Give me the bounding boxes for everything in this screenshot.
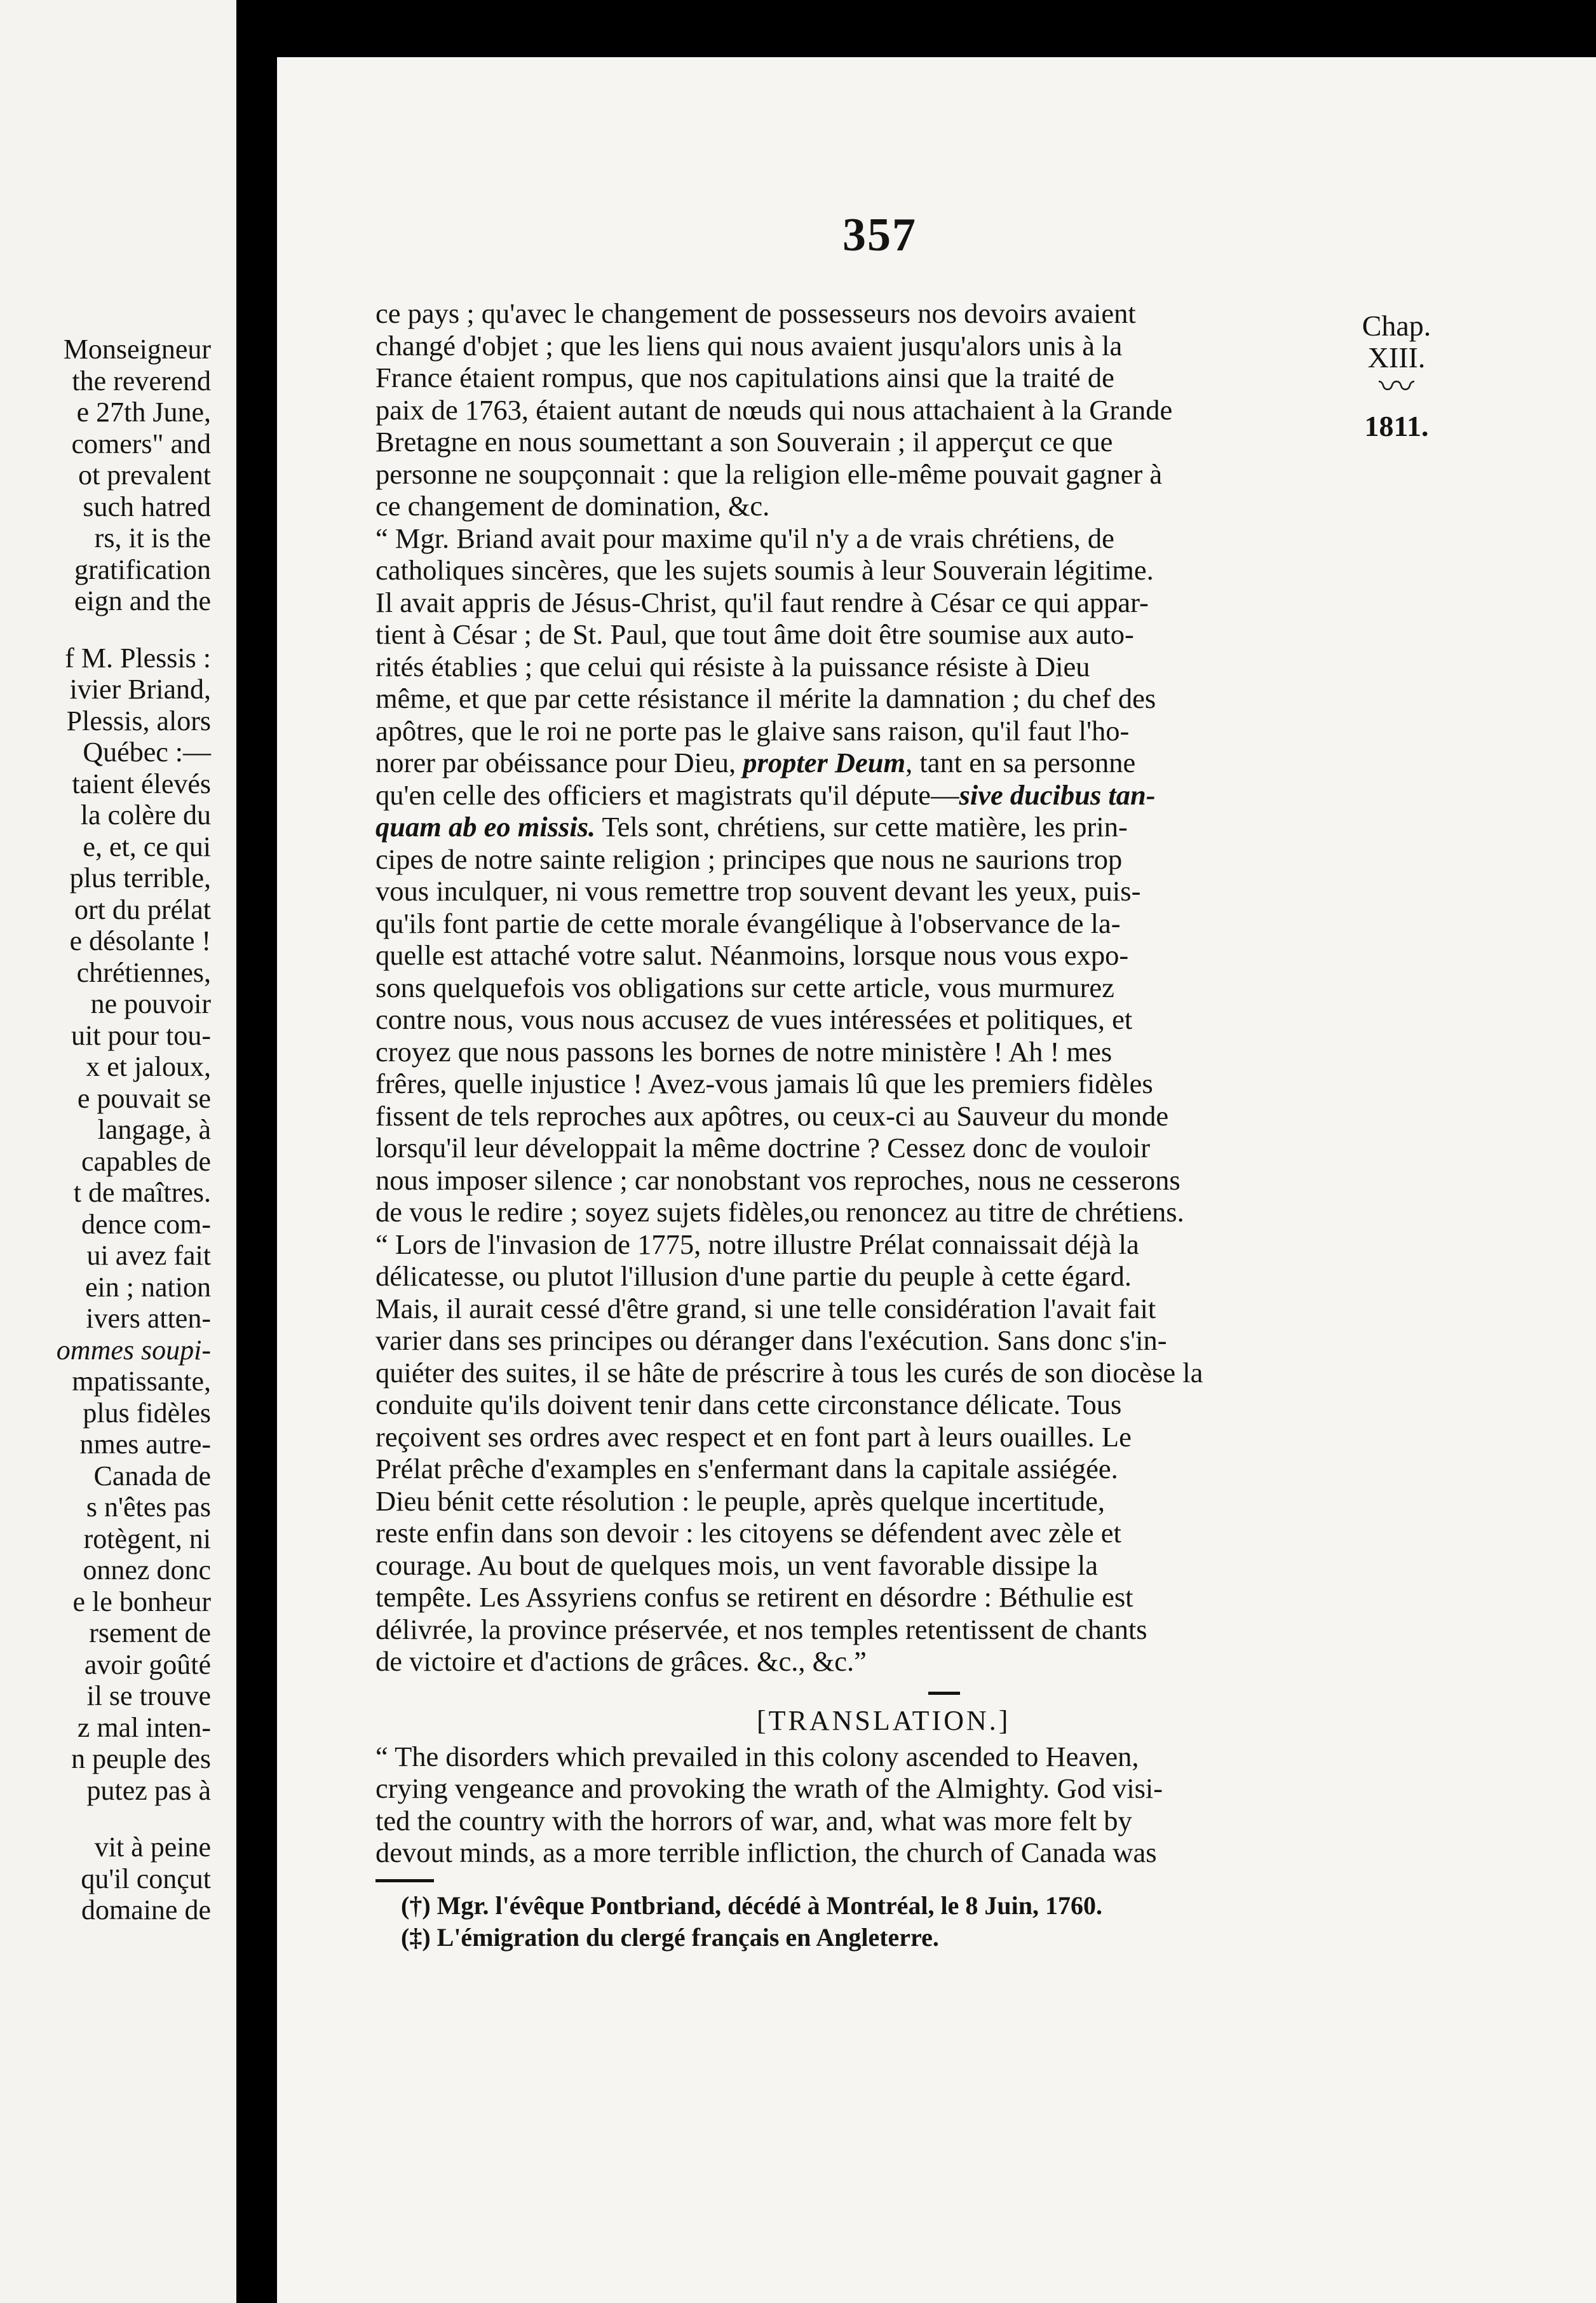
left-text-line: n peuple des bbox=[71, 1743, 211, 1774]
text-line: même, et que par cette résistance il mérite la damnation ; du chef des bbox=[375, 683, 1156, 714]
text-line: paix de 1763, étaient autant de nœuds qui nous attachaient à la Grande bbox=[375, 393, 1173, 426]
left-text-line: ort du prélat bbox=[74, 893, 211, 925]
left-text-line: Monseigneur bbox=[63, 334, 211, 365]
text-line: de victoire et d'actions de grâces. &c., &c.” bbox=[375, 1645, 867, 1677]
left-text-line: plus fidèles bbox=[83, 1397, 211, 1429]
left-text-line: Plessis, alors bbox=[66, 705, 211, 737]
text-line: Mais, il aurait cessé d'être grand, si une telle considération l'avait fait bbox=[375, 1292, 1156, 1324]
text-line: varier dans ses principes ou déranger dans l'exécution. Sans donc s'in- bbox=[375, 1324, 1167, 1356]
translation-line: “ The disorders which prevailed in this colony ascended to Heaven, bbox=[375, 1740, 1139, 1772]
left-text-line: ivier Briand, bbox=[69, 674, 211, 705]
left-text-line: s n'êtes pas bbox=[86, 1491, 211, 1523]
text-line: changé d'objet ; que les liens qui nous avaient jusqu'alors unis à la bbox=[375, 329, 1123, 362]
chapter-label: Chap. bbox=[1362, 309, 1431, 342]
left-page bbox=[0, 0, 236, 2303]
left-text-line: rotègent, ni bbox=[83, 1523, 211, 1554]
footnote: (‡) L'émigration du clergé français en Angleterre. bbox=[401, 1922, 939, 1952]
text-line: Bretagne en nous soumettant a son Souverain ; il apperçut ce que bbox=[375, 426, 1113, 458]
left-text-line: capables de bbox=[81, 1145, 211, 1177]
ornament-swash: 〰 bbox=[1379, 368, 1414, 407]
text-line: frêres, quelle injustice ! Avez-vous jamais lû que les premiers fidèles bbox=[375, 1068, 1153, 1099]
left-text-line: the reverend bbox=[72, 365, 211, 397]
text-line: rités établies ; que celui qui résiste à la puissance résiste à Dieu bbox=[375, 650, 1090, 683]
right-page bbox=[277, 57, 1596, 2303]
left-text-line: z mal inten- bbox=[77, 1711, 211, 1743]
left-text-line: onnez donc bbox=[83, 1554, 211, 1586]
left-text-line: e le bonheur bbox=[72, 1586, 211, 1617]
left-text-line: il se trouve bbox=[86, 1680, 211, 1711]
left-text-line: avoir goûté bbox=[84, 1648, 211, 1680]
text-line: personne ne soupçonnait : que la religion elle-même pouvait gagner à bbox=[375, 458, 1163, 490]
footnotes bbox=[375, 1890, 1596, 1953]
text-line: sons quelquefois vos obligations sur cette article, vous murmurez bbox=[375, 971, 1114, 1003]
text-line: norer par obéissance pour Dieu, propter Deum, tant en sa personne bbox=[375, 747, 1136, 778]
text-line: qu'ils font partie de cette morale évangélique à l'observance de la- bbox=[375, 907, 1121, 939]
text-line: courage. Au bout de quelques mois, un vent favorable dissipe la bbox=[375, 1549, 1098, 1581]
chapter-number: XIII. bbox=[1367, 341, 1426, 374]
left-text-line: t de maîtres. bbox=[73, 1177, 211, 1208]
translation-passage bbox=[375, 1741, 1596, 1869]
text-line: contre nous, vous nous accusez de vues intéressées et politiques, et bbox=[375, 1003, 1133, 1035]
left-text-line: Canada de bbox=[93, 1460, 211, 1491]
text-line: croyez que nous passons les bornes de notre ministère ! Ah ! mes bbox=[375, 1035, 1112, 1068]
translation-heading: [TRANSLATION.] bbox=[757, 1704, 1011, 1736]
left-text-line: qu'il conçut bbox=[81, 1863, 211, 1894]
left-text-line: la colère du bbox=[80, 799, 211, 831]
left-text-line: nmes autre- bbox=[79, 1429, 211, 1460]
text-line: quelle est attaché votre salut. Néanmoins, lorsque nous vous expo- bbox=[375, 939, 1129, 971]
text-line: délicatesse, ou plutot l'illusion d'une partie du peuple à cette égard. bbox=[375, 1260, 1132, 1292]
text-line: reçoivent ses ordres avec respect et en font part à leurs ouailles. Le bbox=[375, 1420, 1132, 1453]
left-text-line: rs, it is the bbox=[94, 522, 211, 554]
text-line: délivrée, la province préservée, et nos temples retentissent de chants bbox=[375, 1613, 1147, 1645]
text-line: vous inculquer, ni vous remettre trop souvent devant les yeux, puis- bbox=[375, 875, 1141, 907]
latin-phrase: propter Deum bbox=[743, 747, 906, 778]
text-line: France étaient rompus, que nos capitulations ainsi que la traité de bbox=[375, 362, 1114, 393]
text-line: cipes de notre sainte religion ; principes que nous ne saurions trop bbox=[375, 843, 1123, 875]
latin-phrase: sive ducibus tan- bbox=[959, 778, 1156, 811]
left-text-line: plus terrible, bbox=[69, 862, 211, 893]
footnote: (†) Mgr. l'évêque Pontbriand, décédé à Montréal, le 8 Juin, 1760. bbox=[401, 1891, 1102, 1920]
left-text-line: chrétiennes, bbox=[76, 956, 211, 988]
text-line: quam ab eo missis. Tels sont, chrétiens, sur cette matière, les prin- bbox=[375, 811, 1128, 843]
left-text-line: eign and the bbox=[74, 585, 211, 616]
translation-line: devout minds, as a more terrible infliction, the church of Canada was bbox=[375, 1837, 1157, 1868]
margin-year: 1811. bbox=[1364, 410, 1429, 442]
left-text-line: such hatred bbox=[83, 491, 211, 522]
left-text-line: ivers atten- bbox=[86, 1303, 211, 1334]
text-line: catholiques sincères, que les sujets soumis à leur Souverain légitime. bbox=[375, 554, 1154, 586]
french-passage bbox=[375, 297, 1596, 1678]
body-text bbox=[375, 297, 1596, 1953]
text-line: tient à César ; de St. Paul, que tout âme doit être soumise aux auto- bbox=[375, 618, 1134, 650]
text-line: ce changement de domination, &c. bbox=[375, 490, 770, 522]
text-line: Il avait appris de Jésus-Christ, qu'il faut rendre à César ce qui appar- bbox=[375, 586, 1149, 618]
left-page-text bbox=[0, 334, 211, 1926]
left-text-line: vit à peine bbox=[94, 1831, 211, 1863]
left-text-line: taient élevés bbox=[72, 768, 211, 799]
left-text-line: e pouvait se bbox=[77, 1082, 211, 1114]
left-text-line: ein ; nation bbox=[85, 1271, 211, 1303]
left-text-line: Québec :— bbox=[83, 737, 211, 768]
latin-phrase: quam ab eo missis. bbox=[375, 811, 596, 843]
left-text-line: langage, à bbox=[97, 1114, 211, 1145]
text-line: Prélat prêche d'examples en s'enfermant dans la capitale assiégée. bbox=[375, 1453, 1118, 1484]
left-text-line: domaine de bbox=[81, 1894, 211, 1926]
left-line-gap bbox=[0, 1806, 211, 1831]
left-text-line: ommes soupi- bbox=[56, 1334, 211, 1366]
text-line: nous imposer silence ; car nonobstant vos reproches, nous ne cesserons bbox=[375, 1164, 1180, 1196]
left-text-line: ne pouvoir bbox=[90, 988, 211, 1019]
left-text-line: comers" and bbox=[71, 428, 211, 459]
text-line: quiéter des suites, il se hâte de préscrire à tous les curés de son diocèse la bbox=[375, 1356, 1203, 1389]
left-text-line: f M. Plessis : bbox=[65, 642, 211, 674]
left-text-line: e, et, ce qui bbox=[83, 831, 211, 862]
text-line: tempête. Les Assyriens confus se retirent en désordre : Béthulie est bbox=[375, 1581, 1133, 1613]
text-line: fissent de tels reproches aux apôtres, ou ceux-ci au Sauveur du monde bbox=[375, 1099, 1169, 1132]
text-line: reste enfin dans son devoir : les citoyens se défendent avec zèle et bbox=[375, 1517, 1121, 1549]
left-text-line: ot prevalent bbox=[78, 459, 211, 491]
page-number: 357 bbox=[842, 209, 917, 261]
text-line: qu'en celle des officiers et magistrats qu'il députe—sive ducibus tan- bbox=[375, 778, 1156, 811]
text-line: de vous le redire ; soyez sujets fidèles,ou renoncez au titre de chrétiens. bbox=[375, 1196, 1184, 1228]
translation-line: ted the country with the horrors of war, and, what was more felt by bbox=[375, 1804, 1132, 1837]
text-line: lorsqu'il leur développait la même doctrine ? Cessez donc de vouloir bbox=[375, 1132, 1151, 1164]
left-text-line: rsement de bbox=[89, 1617, 211, 1648]
left-text-line: putez pas à bbox=[86, 1774, 211, 1806]
footnote-divider bbox=[375, 1879, 434, 1882]
text-line: Dieu bénit cette résolution : le peuple, après quelque incertitude, bbox=[375, 1484, 1105, 1517]
left-text-line: ui avez fait bbox=[86, 1240, 211, 1271]
left-text-line: x et jaloux, bbox=[86, 1051, 211, 1082]
left-text-line: e désolante ! bbox=[69, 925, 211, 956]
left-text-line: dence com- bbox=[81, 1208, 211, 1240]
left-text-line: e 27th June, bbox=[76, 397, 211, 428]
text-line: apôtres, que le roi ne porte pas le glaive sans raison, qu'il faut l'ho- bbox=[375, 714, 1130, 747]
section-divider bbox=[928, 1692, 960, 1695]
left-line-gap bbox=[0, 617, 211, 642]
left-text-line: mpatissante, bbox=[72, 1366, 211, 1397]
text-line: “ Lors de l'invasion de 1775, notre illustre Prélat connaissait déjà la bbox=[375, 1228, 1139, 1260]
translation-line: crying vengeance and provoking the wrath of the Almighty. God visi- bbox=[375, 1772, 1163, 1804]
text-line: “ Mgr. Briand avait pour maxime qu'il n'y a de vrais chrétiens, de bbox=[375, 522, 1114, 554]
text-line: ce pays ; qu'avec le changement de possesseurs nos devoirs avaient bbox=[375, 297, 1136, 329]
left-text-line: gratification bbox=[74, 554, 211, 585]
left-text-line: uit pour tou- bbox=[71, 1019, 211, 1051]
text-line: conduite qu'ils doivent tenir dans cette circonstance délicate. Tous bbox=[375, 1389, 1122, 1420]
